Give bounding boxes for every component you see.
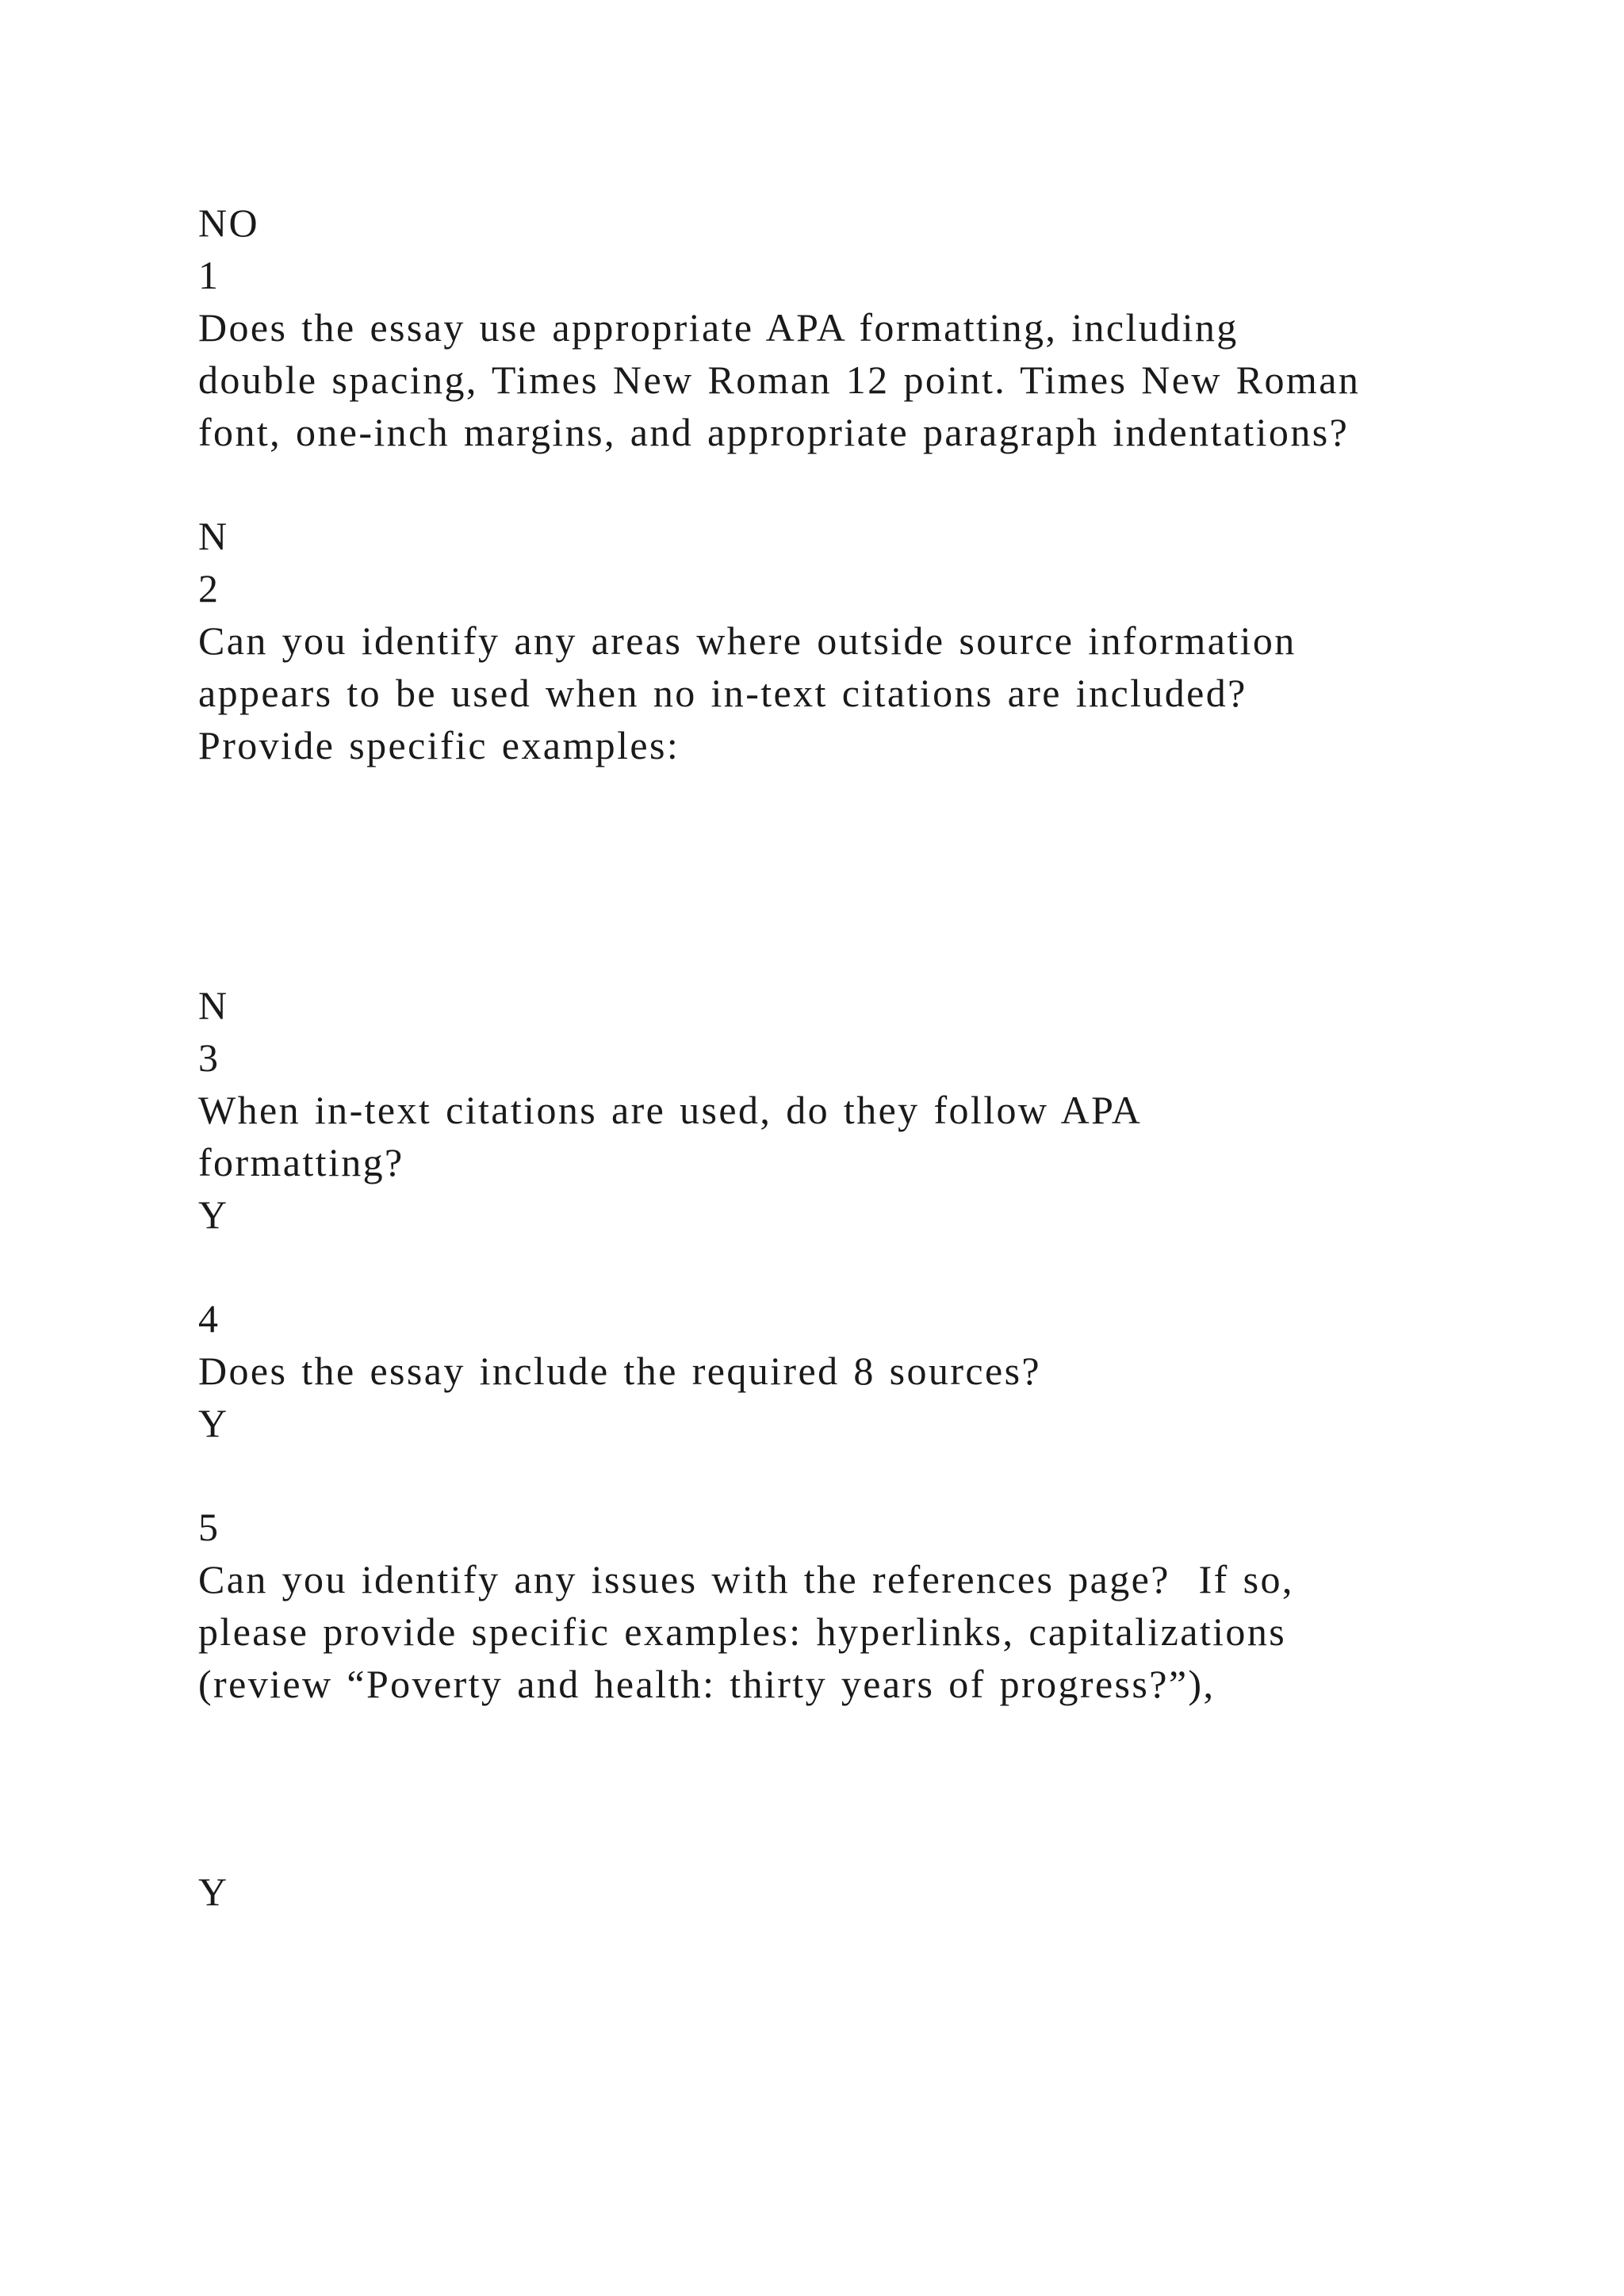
item-1-answer: NO: [198, 201, 260, 245]
item-4-question-line-1: Does the essay include the required 8 sources?: [198, 1349, 1042, 1393]
item-2-question-line-3: Provide specific examples:: [198, 723, 680, 767]
item-3-number: 3: [198, 1035, 220, 1080]
item-3-answer-after: Y: [198, 1192, 229, 1237]
item-3-answer: N: [198, 983, 229, 1027]
item-2-number: 2: [198, 566, 220, 610]
item-2-question-line-1: Can you identify any areas where outside source information: [198, 618, 1297, 663]
item-5-question-line-2: please provide specific examples: hyperlinks, capitalizations: [198, 1609, 1287, 1654]
item-4-answer-after: Y: [198, 1401, 229, 1445]
item-5-question-line-1: Can you identify any issues with the references page? If so,: [198, 1557, 1294, 1601]
item-5-number: 5: [198, 1505, 220, 1549]
item-1-number: 1: [198, 253, 220, 297]
item-1-question-line-2: double spacing, Times New Roman 12 point. Times New Roman: [198, 358, 1361, 402]
item-3-question-line-2: formatting?: [198, 1140, 404, 1184]
item-1-question-line-3: font, one-inch margins, and appropriate paragraph indentations?: [198, 410, 1350, 454]
item-4-number: 4: [198, 1296, 220, 1341]
item-5-question-line-3: (review “Poverty and health: thirty years of progress?”),: [198, 1662, 1216, 1706]
item-1-question-line-1: Does the essay use appropriate APA formatting, including: [198, 305, 1239, 350]
trailing-answer: Y: [198, 1869, 229, 1914]
item-3-question-line-1: When in-text citations are used, do they follow APA: [198, 1088, 1143, 1132]
item-2-question-line-2: appears to be used when no in-text citations are included?: [198, 671, 1247, 715]
item-2-answer: N: [198, 514, 229, 558]
